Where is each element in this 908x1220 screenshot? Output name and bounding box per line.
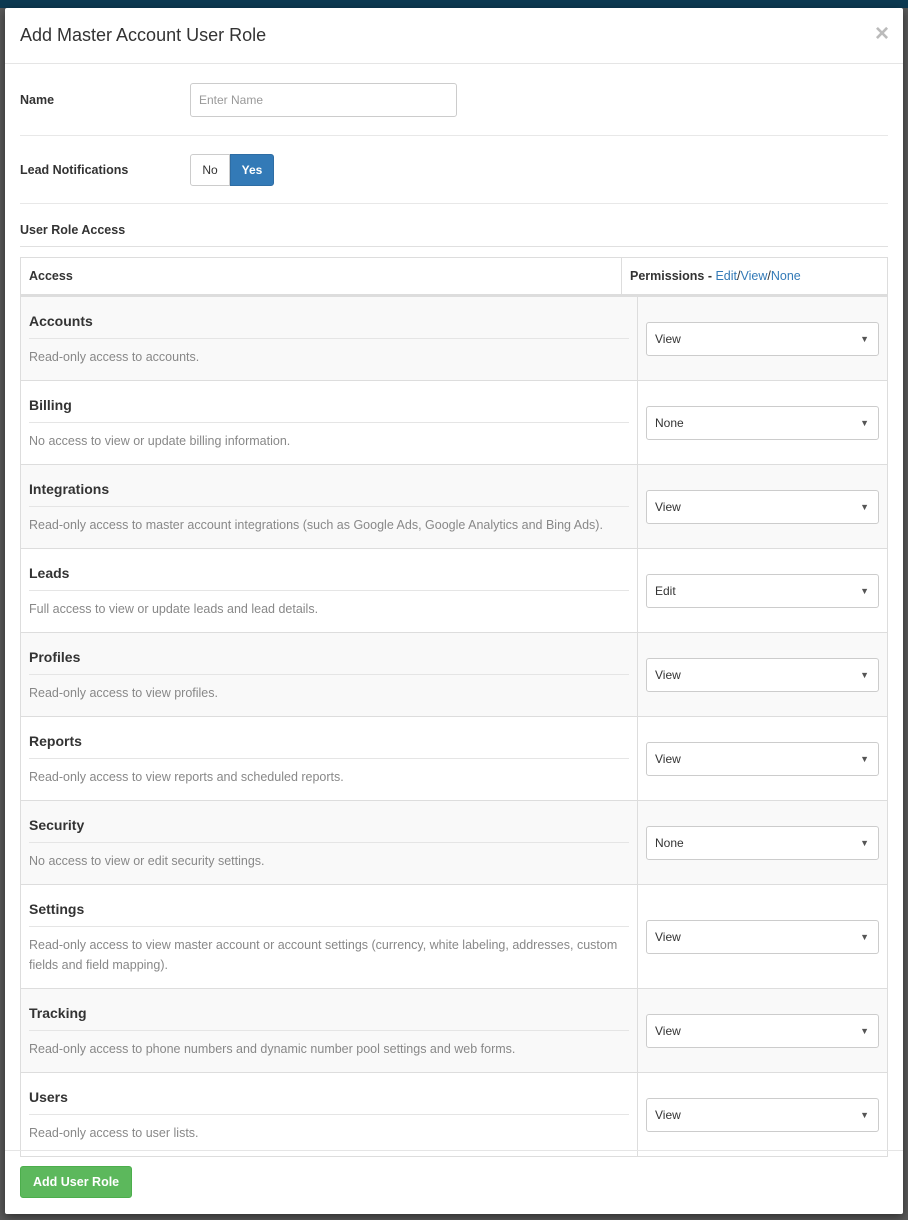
permission-select-value: View: [655, 751, 681, 766]
access-cell: [21, 885, 638, 988]
lead-notifications-no-button[interactable]: No: [190, 154, 230, 186]
access-area-description: Read-only access to accounts.: [29, 350, 200, 364]
access-area-description: No access to view or update billing information.: [29, 434, 291, 448]
access-table: [20, 257, 888, 1157]
access-cell: [21, 465, 638, 548]
table-row: [21, 884, 887, 988]
access-area-title: Reports: [29, 717, 629, 759]
permission-cell: [638, 989, 887, 1072]
link-separator: /: [767, 269, 771, 283]
table-row: [21, 988, 887, 1072]
access-cell: [21, 297, 638, 380]
permission-select-value: View: [655, 499, 681, 514]
permission-select[interactable]: [646, 490, 879, 524]
access-area-description: Read-only access to master account integrations (such as Google Ads, Google Analytics and Bing Ads).: [29, 518, 603, 532]
lead-notifications-row: [20, 136, 888, 204]
access-cell: [21, 717, 638, 800]
permission-select-value: View: [655, 1023, 681, 1038]
table-row: [21, 800, 887, 884]
access-area-description: Read-only access to phone numbers and dynamic number pool settings and web forms.: [29, 1042, 516, 1056]
permission-cell: [638, 381, 887, 464]
access-cell: [21, 801, 638, 884]
table-row: [21, 297, 887, 380]
caret-down-icon: ▼: [860, 1109, 869, 1120]
access-area-title: Tracking: [29, 989, 629, 1031]
permission-select[interactable]: [646, 1014, 879, 1048]
table-row: [21, 548, 887, 632]
permission-select-value: View: [655, 1107, 681, 1122]
name-input[interactable]: [190, 83, 457, 117]
add-user-role-button[interactable]: Add User Role: [20, 1166, 132, 1198]
caret-down-icon: ▼: [860, 585, 869, 596]
lead-notifications-yes-button[interactable]: Yes: [230, 154, 274, 186]
access-area-title: Leads: [29, 549, 629, 591]
table-row: [21, 1072, 887, 1156]
set-all-edit-link[interactable]: Edit: [715, 269, 737, 283]
permission-cell: [638, 885, 887, 988]
caret-down-icon: ▼: [860, 931, 869, 942]
permissions-header-label: Permissions -: [630, 269, 716, 283]
name-row: [20, 64, 888, 136]
table-header: [21, 258, 887, 297]
modal-header: [5, 8, 903, 64]
access-area-description: Read-only access to view master account or account settings (currency, white labeling, addresses, custom fields and field mapping).: [29, 938, 618, 972]
access-area-description: Full access to view or update leads and lead details.: [29, 602, 319, 616]
close-icon[interactable]: ×: [874, 20, 889, 47]
caret-down-icon: ▼: [860, 333, 869, 344]
background-header-bar: [0, 0, 908, 8]
caret-down-icon: ▼: [860, 669, 869, 680]
table-row: [21, 716, 887, 800]
access-column-header: Access: [21, 258, 622, 294]
access-area-title: Integrations: [29, 465, 629, 507]
access-cell: [21, 633, 638, 716]
access-area-description: Read-only access to view profiles.: [29, 686, 218, 700]
set-all-view-link[interactable]: View: [740, 269, 768, 283]
table-row: [21, 632, 887, 716]
table-row: [21, 464, 887, 548]
modal-title: Add Master Account User Role: [20, 25, 267, 45]
permission-select[interactable]: [646, 658, 879, 692]
modal-footer: [5, 1150, 903, 1214]
permission-select[interactable]: [646, 826, 879, 860]
permission-cell: [638, 465, 887, 548]
caret-down-icon: ▼: [860, 501, 869, 512]
access-area-description: No access to view or edit security settings.: [29, 854, 265, 868]
permission-select[interactable]: [646, 1098, 879, 1132]
access-area-title: Profiles: [29, 633, 629, 675]
permission-select[interactable]: [646, 920, 879, 954]
permission-cell: [638, 633, 887, 716]
lead-notifications-label: Lead Notifications: [20, 162, 129, 177]
access-area-description: Read-only access to user lists.: [29, 1126, 199, 1140]
access-cell: [21, 1073, 638, 1156]
caret-down-icon: ▼: [860, 1025, 869, 1036]
access-cell: [21, 549, 638, 632]
access-cell: [21, 989, 638, 1072]
permission-cell: [638, 717, 887, 800]
permission-select-value: View: [655, 331, 681, 346]
permission-cell: [638, 549, 887, 632]
lead-notifications-toggle: [190, 154, 274, 186]
set-all-none-link[interactable]: None: [770, 269, 801, 283]
permission-cell: [638, 297, 887, 380]
access-area-title: Settings: [29, 885, 629, 927]
permission-select[interactable]: [646, 742, 879, 776]
permission-select-value: View: [655, 667, 681, 682]
permissions-column-header: [622, 258, 887, 294]
permission-cell: [638, 801, 887, 884]
permission-select-value: View: [655, 929, 681, 944]
permission-cell: [638, 1073, 887, 1156]
access-cell: [21, 381, 638, 464]
caret-down-icon: ▼: [860, 837, 869, 848]
link-separator: /: [737, 269, 741, 283]
permission-select-value: Edit: [655, 583, 676, 598]
modal-body: [5, 64, 903, 1157]
permission-select[interactable]: [646, 322, 879, 356]
caret-down-icon: ▼: [860, 417, 869, 428]
permission-select[interactable]: [646, 574, 879, 608]
permission-select[interactable]: [646, 406, 879, 440]
access-area-title: Accounts: [29, 297, 629, 339]
user-role-access-heading: User Role Access: [20, 204, 888, 247]
caret-down-icon: ▼: [860, 753, 869, 764]
name-label: Name: [20, 92, 55, 107]
table-row: [21, 380, 887, 464]
permission-select-value: None: [655, 835, 684, 850]
add-user-role-modal: [5, 8, 903, 1214]
access-area-title: Security: [29, 801, 629, 843]
table-body: [21, 297, 887, 1156]
access-area-description: Read-only access to view reports and scheduled reports.: [29, 770, 344, 784]
permission-select-value: None: [655, 415, 684, 430]
access-area-title: Billing: [29, 381, 629, 423]
access-area-title: Users: [29, 1073, 629, 1115]
